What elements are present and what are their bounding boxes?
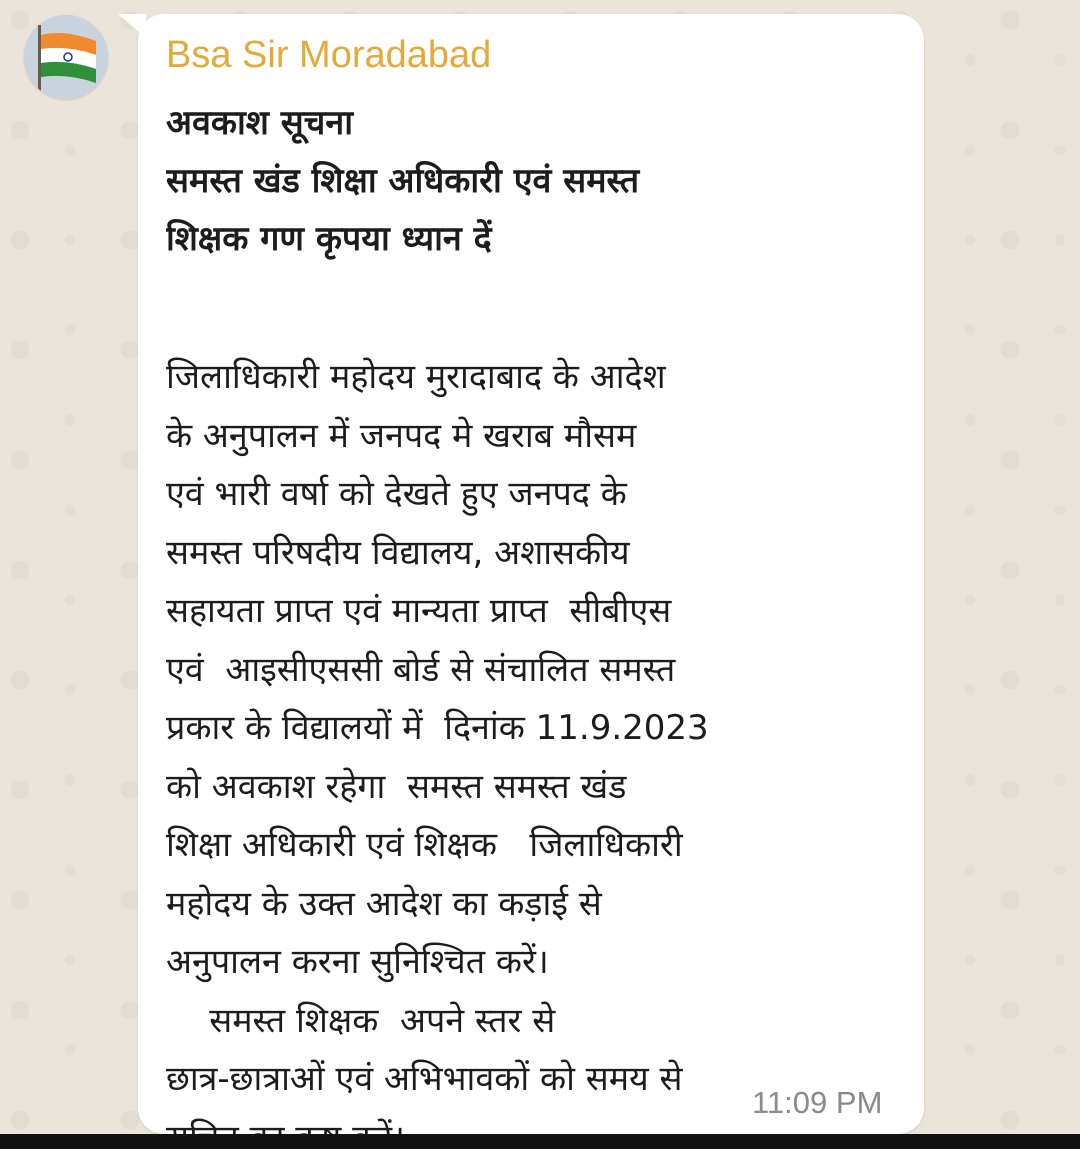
message-body-line: एवं भारी वर्षा को देखते हुए जनपद के: [166, 474, 627, 514]
message-body-line: सहायता प्राप्त एवं मान्यता प्राप्त सीबीएस: [166, 591, 672, 631]
message-body-line: समस्त परिषदीय विद्यालय, अशासकीय: [166, 532, 630, 573]
message-body-line: शिक्षा अधिकारी एवं शिक्षक जिलाधिकारी: [166, 825, 683, 865]
message-body-line: को अवकाश रहेगा समस्त समस्त खंड: [166, 766, 627, 807]
message-text: [166, 94, 906, 1149]
message-body-line: समस्त शिक्षक अपने स्तर से: [166, 1000, 556, 1041]
message-body-line: एवं आइसीएससी बोर्ड से संचालित समस्त: [166, 649, 676, 690]
message-heading-line: समस्त खंड शिक्षा अधिकारी एवं समस्त: [166, 161, 640, 201]
message-body-line: प्रकार के विद्यालयों में दिनांक 11.9.2023: [166, 708, 709, 748]
indian-flag-icon: [24, 15, 108, 99]
message-body-line: छात्र-छात्राओं एवं अभिभावकों को समय से: [166, 1059, 683, 1099]
message-timestamp: 11:09 PM: [752, 1085, 883, 1120]
message-body-line: अनुपालन करना सुनिश्चित करें।: [166, 942, 549, 982]
sender-name[interactable]: Bsa Sir Moradabad: [166, 34, 492, 76]
bottom-edge-bar: [0, 1134, 1080, 1149]
message-heading-line: शिक्षक गण कृपया ध्यान दें: [166, 219, 492, 259]
paragraph-gap: [166, 268, 906, 348]
sender-avatar[interactable]: [24, 15, 108, 99]
message-body-line: के अनुपालन में जनपद मे खराब मौसम: [166, 415, 637, 456]
message-heading-line: अवकाश सूचना: [166, 103, 354, 143]
message-body-line: जिलाधिकारी महोदय मुरादाबाद के आदेश: [166, 357, 666, 397]
message-body-line: महोदय के उक्त आदेश का कड़ाई से: [166, 883, 602, 924]
